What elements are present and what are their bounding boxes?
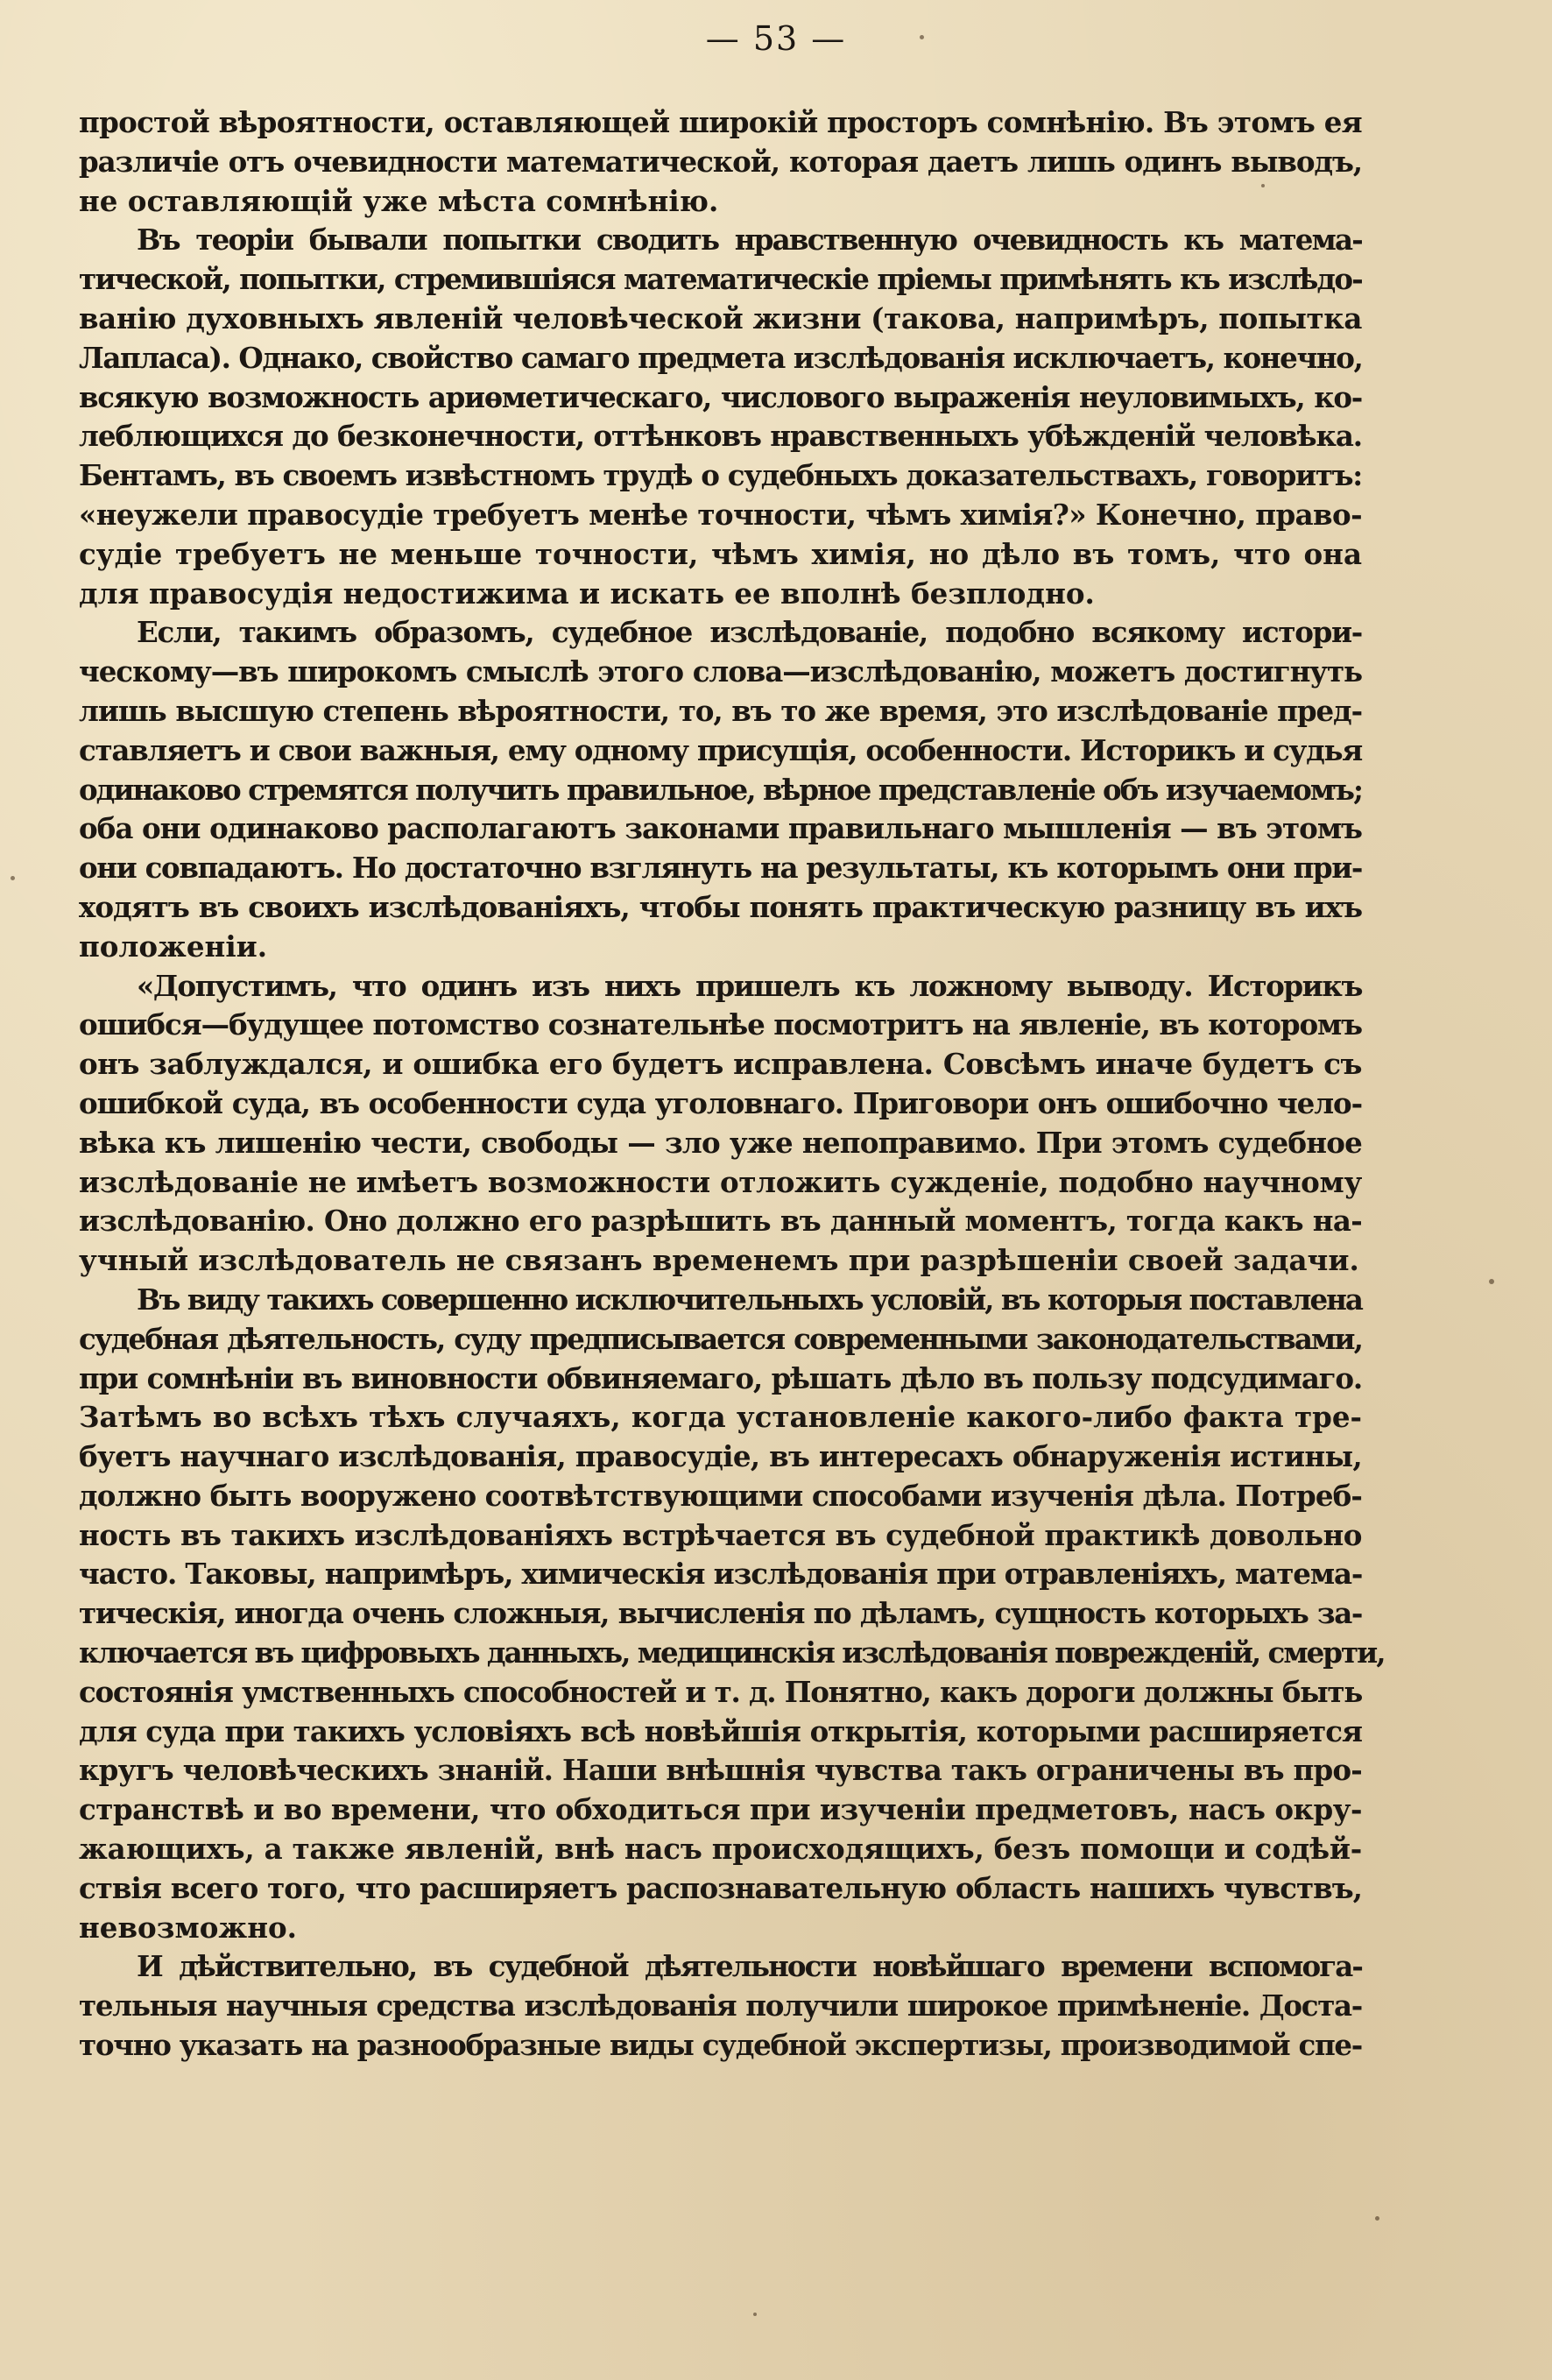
text-line: различіе отъ очевидности математической, которая даетъ лишь одинъ выводъ,	[79, 144, 1362, 179]
text-line: леблющихся до безконечности, оттѣнковъ нравственныхъ убѣжденій человѣка.	[79, 419, 1362, 454]
text-line: жающихъ, а также явленій, внѣ насъ происходящихъ, безъ помощи и содѣй-	[79, 1832, 1363, 1867]
text-line: невозможно.	[79, 1910, 297, 1945]
text-line: Затѣмъ во всѣхъ тѣхъ случаяхъ, когда установленіе какого-либо факта тре-	[79, 1400, 1362, 1435]
text-line: учный изслѣдователь не связанъ временемъ при разрѣшеніи своей задачи.	[79, 1243, 1359, 1278]
text-line: ческому—въ широкомъ смыслѣ этого слова—изслѣдованію, можетъ достигнуть	[79, 654, 1362, 689]
text-line: для правосудія недостижима и искать ее вполнѣ безплодно.	[79, 576, 1095, 611]
text-line: ставляетъ и свои важныя, ему одному присущія, особенности. Историкъ и судья	[79, 732, 1362, 767]
text-line: ошибся—будущее потомство сознательнѣе посмотритъ на явленіе, въ которомъ	[79, 1007, 1362, 1042]
paper-speck	[920, 35, 924, 39]
text-line: буетъ научнаго изслѣдованія, правосудіе, въ интересахъ обнаруженія истины,	[79, 1439, 1362, 1474]
paper-speck	[11, 876, 15, 880]
text-line: ствія всего того, что расширяетъ распознавательную область нашихъ чувствъ,	[79, 1870, 1362, 1905]
text-line: для суда при такихъ условіяхъ всѣ новѣйшія открытія, которыми расширяется	[79, 1713, 1362, 1748]
text-line: «неужели правосудіе требуетъ менѣе точности, чѣмъ химія?» Конечно, право-	[79, 497, 1362, 532]
text-line: ванію духовныхъ явленій человѣческой жизни (такова, напримѣръ, попытка	[79, 300, 1362, 335]
text-line: ошибкой суда, въ особенности суда уголовнаго. Приговори онъ ошибочно чело-	[79, 1085, 1362, 1120]
page-number: — 53 —	[705, 19, 847, 58]
paragraph	[79, 221, 1362, 613]
text-line: состоянія умственныхъ способностей и т. д. Понятно, какъ дороги должны быть	[79, 1674, 1362, 1709]
text-line: кругъ человѣческихъ знаній. Наши внѣшнія чувства такъ ограничены въ про-	[79, 1753, 1362, 1788]
body-text	[79, 103, 1385, 2066]
paragraph	[79, 967, 1362, 1281]
text-line: странствѣ и во времени, что обходиться при изученіи предметовъ, насъ окру-	[79, 1792, 1362, 1827]
text-line: часто. Таковы, напримѣръ, химическія изслѣдованія при отравленіяхъ, матема-	[79, 1557, 1363, 1592]
text-line: тической, попытки, стремившіяся математическіе пріемы примѣнять къ изслѣдо-	[79, 262, 1362, 297]
text-line: ходятъ въ своихъ изслѣдованіяхъ, чтобы понять практическую разницу въ ихъ	[79, 889, 1362, 924]
text-line: положеніи.	[79, 929, 268, 964]
text-line: судіе требуетъ не меньше точности, чѣмъ химія, но дѣло въ томъ, что она	[79, 536, 1362, 571]
text-line: Бентамъ, въ своемъ извѣстномъ трудѣ о судебныхъ доказательствахъ, говоритъ:	[79, 458, 1362, 493]
text-line: ключается въ цифровыхъ данныхъ, медицинскія изслѣдованія поврежденій, смерти,	[79, 1635, 1385, 1670]
text-line: Въ виду такихъ совершенно исключительныхъ условій, въ которыя поставлена	[137, 1282, 1362, 1317]
text-line: изслѣдованію. Оно должно его разрѣшить въ данный моментъ, тогда какъ на-	[79, 1204, 1362, 1239]
text-line: тическія, иногда очень сложныя, вычисленія по дѣламъ, сущность которыхъ за-	[79, 1596, 1362, 1631]
text-line: изслѣдованіе не имѣетъ возможности отложить сужденіе, подобно научному	[79, 1164, 1362, 1199]
paragraph	[79, 1281, 1385, 1948]
text-line: Въ теоріи бывали попытки сводить нравственную очевидность къ матема-	[137, 222, 1362, 258]
text-line: «Допустимъ, что одинъ изъ нихъ пришелъ къ ложному выводу. Историкъ	[137, 968, 1362, 1003]
paper-speck	[1375, 2216, 1379, 2221]
paragraph	[79, 613, 1362, 966]
text-line: лишь высшую степень вѣроятности, то, въ то же время, это изслѣдованіе пред-	[79, 693, 1362, 728]
paper-speck	[1489, 1279, 1494, 1284]
text-line: они совпадаютъ. Но достаточно взглянуть на результаты, къ которымъ они при-	[79, 851, 1362, 886]
paragraph	[79, 1947, 1362, 2065]
text-line: судебная дѣятельность, суду предписывается современными законодательствами,	[79, 1321, 1362, 1356]
text-line: Лапласа). Однако, свойство самаго предмета изслѣдованія исключаетъ, конечно,	[79, 340, 1363, 375]
text-line: вѣка къ лишенію чести, свободы — зло уже непоправимо. При этомъ судебное	[79, 1125, 1362, 1160]
text-line: Если, такимъ образомъ, судебное изслѣдованіе, подобно всякому истори-	[137, 615, 1362, 650]
text-line: оба они одинаково располагаютъ законами правильнаго мышленія — въ этомъ	[79, 811, 1362, 846]
text-line: ность въ такихъ изслѣдованіяхъ встрѣчается въ судебной практикѣ довольно	[79, 1517, 1362, 1552]
text-line: И дѣйствительно, въ судебной дѣятельности новѣйшаго времени вспомога-	[137, 1949, 1362, 1984]
text-line: онъ заблуждался, и ошибка его будетъ исправлена. Совсѣмъ иначе будетъ съ	[79, 1047, 1362, 1082]
paper-speck	[1261, 184, 1265, 187]
text-line: не оставляющій уже мѣста сомнѣнію.	[79, 183, 719, 218]
text-line: простой вѣроятности, оставляющей широкій просторъ сомнѣнію. Въ этомъ ея	[79, 105, 1362, 139]
text-line: при сомнѣніи въ виновности обвиняемаго, рѣшать дѣло въ пользу подсудимаго.	[79, 1360, 1362, 1395]
text-line: должно быть вооружено соотвѣтствующими способами изученія дѣла. Потреб-	[79, 1478, 1362, 1513]
text-line: точно указать на разнообразные виды судебной экспертизы, производимой спе-	[79, 2028, 1362, 2063]
paper-speck	[753, 2313, 757, 2316]
text-line: всякую возможность ариѳметическаго, числового выраженія неуловимыхъ, ко-	[79, 379, 1362, 414]
text-line: одинаково стремятся получить правильное, вѣрное представленіе объ изучаемомъ;	[79, 772, 1362, 807]
paragraph	[79, 103, 1362, 221]
text-line: тельныя научныя средства изслѣдованія получили широкое примѣненіе. Доста-	[79, 1988, 1362, 2023]
